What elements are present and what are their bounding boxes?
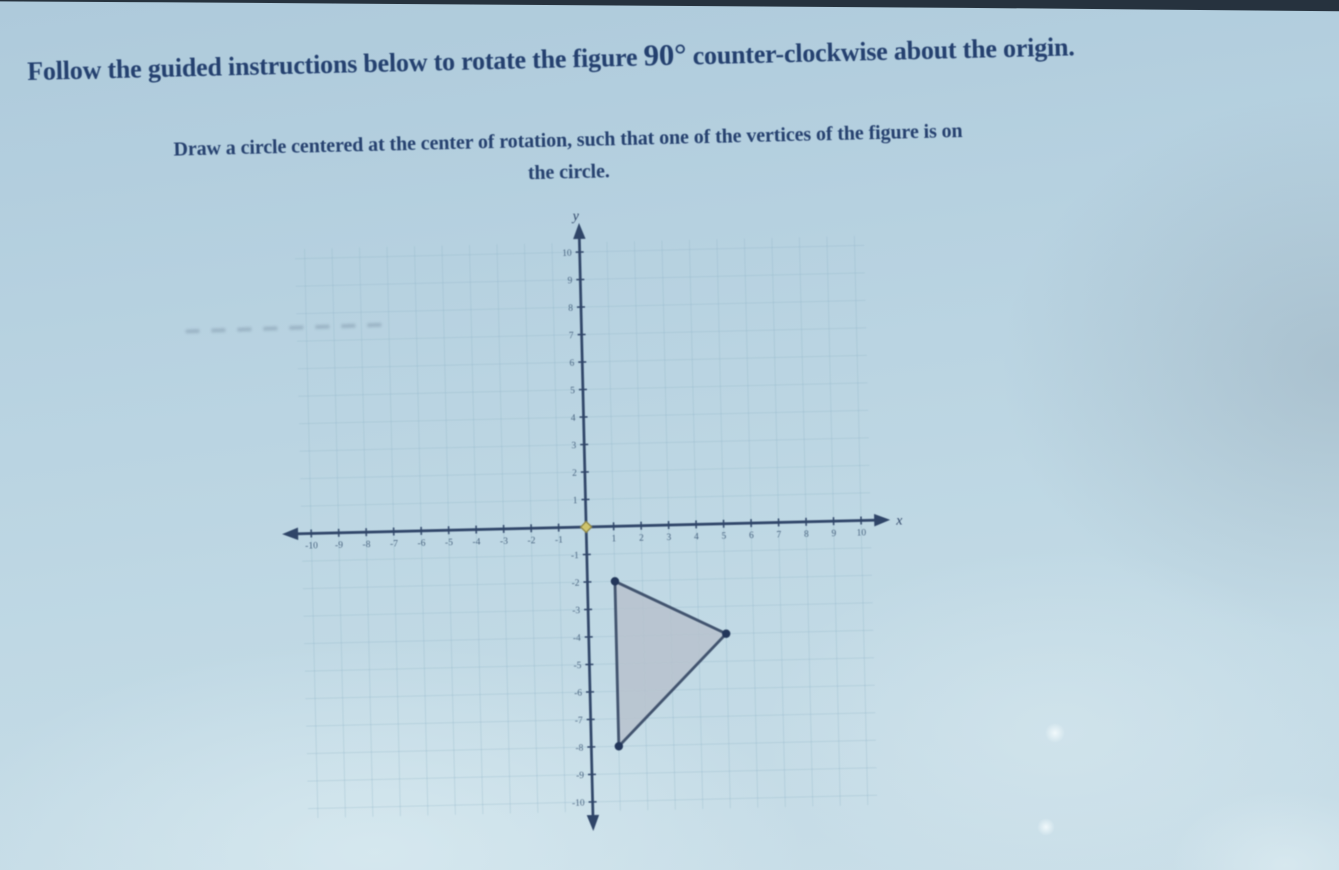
svg-text:-7: -7 [389,539,399,550]
rotation-angle: 90° [643,36,687,73]
triangle-shape[interactable] [615,579,729,747]
svg-text:1: 1 [611,534,617,545]
svg-text:-9: -9 [575,770,585,782]
y-axis-label: y [572,208,580,225]
glare-speck [1037,818,1055,836]
svg-text:4: 4 [570,413,576,424]
svg-text:9: 9 [831,529,837,540]
x-axis-arrow-left [282,528,298,541]
svg-text:6: 6 [569,358,575,369]
svg-text:9: 9 [567,276,573,287]
svg-text:-10: -10 [305,541,318,552]
glare-speck [1045,723,1065,743]
svg-text:-6: -6 [574,688,583,699]
svg-text:6: 6 [748,531,754,542]
svg-text:-5: -5 [444,538,454,549]
lesson-title-before: Follow the guided instructions below to rotate the figure [26,42,644,87]
svg-text:-2: -2 [527,536,536,547]
svg-text:-5: -5 [573,660,582,672]
guided-instruction-line-1: Draw a circle centered at the center of rotation, such that one of the vertices of the figure is on [173,120,963,161]
svg-text:10: 10 [856,528,867,539]
svg-text:-7: -7 [574,715,583,727]
svg-text:2: 2 [638,533,644,544]
svg-text:2: 2 [572,468,577,479]
svg-text:4: 4 [693,532,699,543]
svg-text:3: 3 [571,441,577,452]
svg-text:-4: -4 [572,633,581,644]
svg-text:7: 7 [568,331,574,342]
y-axis-arrow-down [587,815,600,831]
svg-text:8: 8 [568,303,574,314]
svg-text:3: 3 [666,532,672,544]
svg-text:-9: -9 [334,540,344,551]
svg-text:-10: -10 [571,798,585,809]
svg-text:5: 5 [721,531,727,542]
svg-text:8: 8 [803,529,809,540]
svg-text:7: 7 [776,530,782,541]
lesson-title-after: counter-clockwise about the origin. [686,32,1075,71]
x-axis-arrow-right [874,514,890,527]
y-axis-arrow-up [573,223,586,239]
svg-text:10: 10 [562,248,572,259]
svg-text:-4: -4 [472,537,481,548]
svg-text:5: 5 [570,386,576,397]
svg-text:-3: -3 [572,605,581,617]
guided-instruction [63,112,1074,200]
center-of-rotation-point[interactable] [581,521,592,532]
svg-text:-1: -1 [570,550,579,562]
svg-text:-8: -8 [575,743,584,754]
lesson-title [27,27,1075,88]
svg-text:-1: -1 [554,535,564,546]
coordinate-plane[interactable] [269,199,929,854]
svg-text:-6: -6 [417,538,426,549]
svg-text:-8: -8 [362,540,371,551]
guided-instruction-line-2: the circle. [527,160,610,185]
figure-triangle[interactable] [611,574,733,750]
svg-text:1: 1 [572,495,578,507]
svg-text:-2: -2 [571,578,580,589]
svg-text:-3: -3 [499,536,509,548]
x-axis-label: x [896,513,903,529]
